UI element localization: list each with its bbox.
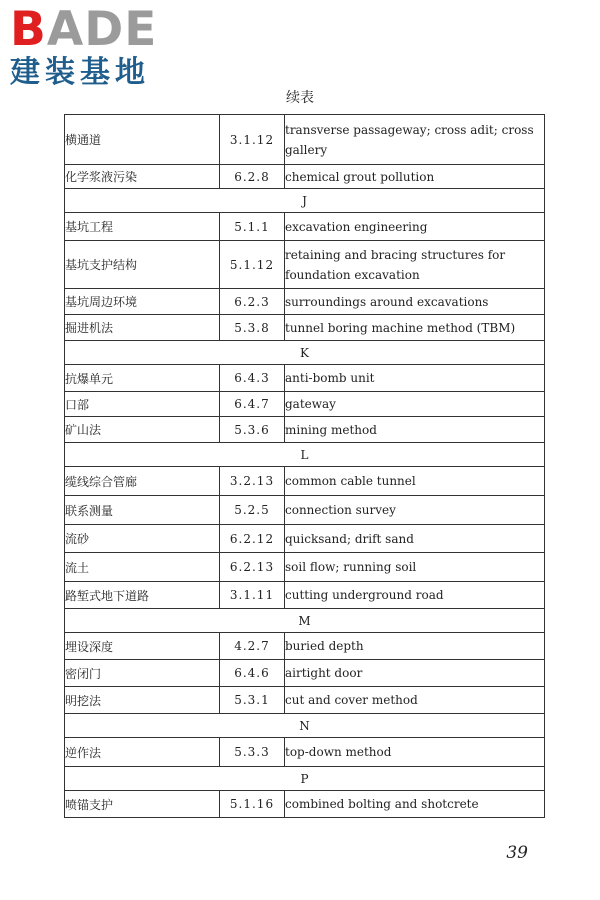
- section-number: 5.3.8: [220, 315, 285, 341]
- section-number: 5.1.12: [220, 241, 285, 289]
- table-row: [65, 315, 545, 341]
- english-term: airtight door: [285, 660, 545, 687]
- table-row: [65, 687, 545, 714]
- letter-heading: N: [65, 714, 545, 738]
- table-row: [65, 417, 545, 443]
- logo-accent-letter: B: [10, 2, 47, 57]
- section-number: 5.3.1: [220, 687, 285, 714]
- chinese-term: 掘进机法: [65, 315, 220, 341]
- section-number: 6.2.8: [220, 165, 285, 189]
- chinese-term: 逆作法: [65, 738, 220, 767]
- english-term: excavation engineering: [285, 213, 545, 241]
- english-term: tunnel boring machine method (TBM): [285, 315, 545, 341]
- section-number: 6.4.3: [220, 365, 285, 392]
- table-caption: 续表: [286, 90, 314, 106]
- english-term: transverse passageway; cross adit; cross gallery: [285, 115, 545, 165]
- english-term: chemical grout pollution: [285, 165, 545, 189]
- section-number: 6.4.7: [220, 392, 285, 417]
- chinese-term: 基坑支护结构: [65, 241, 220, 289]
- section-number: 5.2.5: [220, 496, 285, 525]
- letter-heading: J: [65, 189, 545, 213]
- bade-logo: [10, 2, 180, 90]
- english-term: gateway: [285, 392, 545, 417]
- english-term: surroundings around excavations: [285, 289, 545, 315]
- logo-wordmark-rest: ADE: [46, 2, 158, 57]
- letter-heading: K: [65, 341, 545, 365]
- chinese-term: 联系测量: [65, 496, 220, 525]
- letter-group-row: [65, 341, 545, 365]
- section-number: 6.2.12: [220, 525, 285, 553]
- chinese-term: 明挖法: [65, 687, 220, 714]
- table-row: [65, 115, 545, 165]
- section-number: 6.4.6: [220, 660, 285, 687]
- chinese-term: 矿山法: [65, 417, 220, 443]
- english-term: combined bolting and shotcrete: [285, 791, 545, 818]
- letter-group-row: [65, 714, 545, 738]
- section-number: 5.1.16: [220, 791, 285, 818]
- chinese-term: 横通道: [65, 115, 220, 165]
- table-row: [65, 467, 545, 496]
- section-number: 3.2.13: [220, 467, 285, 496]
- glossary-table-body: [65, 115, 545, 818]
- english-term: buried depth: [285, 633, 545, 660]
- table-row: [65, 791, 545, 818]
- page-number: 39: [506, 843, 528, 863]
- table-row: [65, 289, 545, 315]
- english-term: cutting underground road: [285, 582, 545, 609]
- english-term: connection survey: [285, 496, 545, 525]
- section-number: 5.3.6: [220, 417, 285, 443]
- table-row: [65, 165, 545, 189]
- chinese-term: 化学浆液污染: [65, 165, 220, 189]
- table-row: [65, 633, 545, 660]
- letter-group-row: [65, 443, 545, 467]
- section-number: 5.1.1: [220, 213, 285, 241]
- table-row: [65, 660, 545, 687]
- letter-group-row: [65, 189, 545, 213]
- chinese-term: 喷锚支护: [65, 791, 220, 818]
- english-term: quicksand; drift sand: [285, 525, 545, 553]
- logo-wordmark: [10, 2, 180, 57]
- section-number: 6.2.3: [220, 289, 285, 315]
- chinese-term: 埋设深度: [65, 633, 220, 660]
- logo-tagline: 建装基地: [10, 55, 150, 90]
- english-term: cut and cover method: [285, 687, 545, 714]
- table-row: [65, 392, 545, 417]
- chinese-term: 基坑周边环境: [65, 289, 220, 315]
- section-number: 3.1.11: [220, 582, 285, 609]
- table-row: [65, 496, 545, 525]
- chinese-term: 口部: [65, 392, 220, 417]
- section-number: 5.3.3: [220, 738, 285, 767]
- table-row: [65, 582, 545, 609]
- chinese-term: 抗爆单元: [65, 365, 220, 392]
- english-term: common cable tunnel: [285, 467, 545, 496]
- section-number: 4.2.7: [220, 633, 285, 660]
- table-row: [65, 553, 545, 582]
- english-term: anti-bomb unit: [285, 365, 545, 392]
- english-term: soil flow; running soil: [285, 553, 545, 582]
- chinese-term: 流砂: [65, 525, 220, 553]
- english-term: top-down method: [285, 738, 545, 767]
- letter-heading: P: [65, 767, 545, 791]
- letter-group-row: [65, 609, 545, 633]
- letter-heading: M: [65, 609, 545, 633]
- english-term: mining method: [285, 417, 545, 443]
- table-row: [65, 525, 545, 553]
- chinese-term: 缆线综合管廊: [65, 467, 220, 496]
- chinese-term: 基坑工程: [65, 213, 220, 241]
- table-row: [65, 213, 545, 241]
- table-row: [65, 365, 545, 392]
- letter-group-row: [65, 767, 545, 791]
- section-number: 3.1.12: [220, 115, 285, 165]
- chinese-term: 密闭门: [65, 660, 220, 687]
- table-row: [65, 241, 545, 289]
- section-number: 6.2.13: [220, 553, 285, 582]
- letter-heading: L: [65, 443, 545, 467]
- chinese-term: 流土: [65, 553, 220, 582]
- chinese-term: 路堑式地下道路: [65, 582, 220, 609]
- table-row: [65, 738, 545, 767]
- english-term: retaining and bracing structures for foundation excavation: [285, 241, 545, 289]
- glossary-table: [64, 114, 545, 818]
